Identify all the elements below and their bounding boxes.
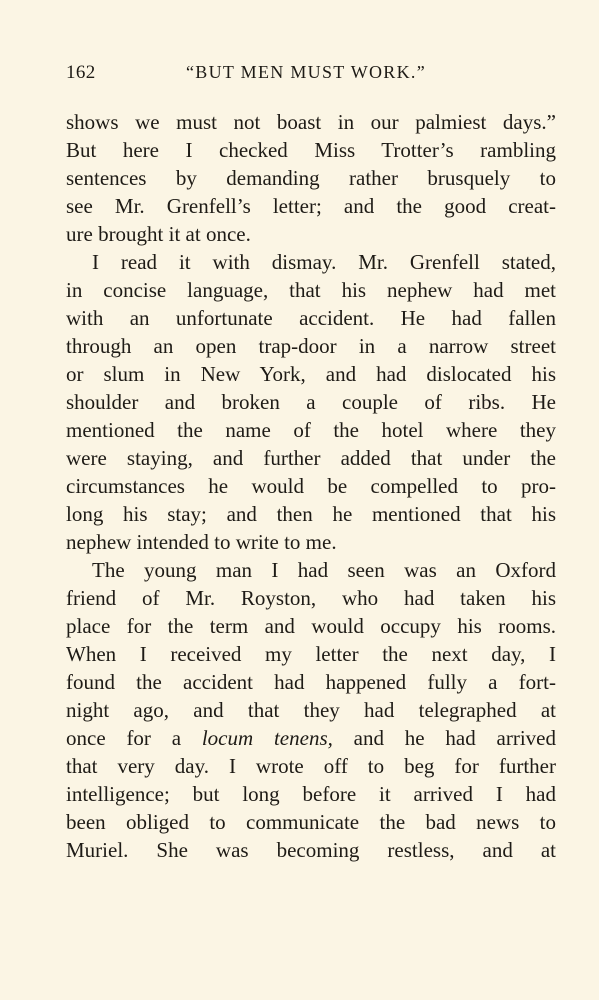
text-line: shows we must not boast in our palmiest days.” <box>66 110 556 134</box>
text-line: nephew intended to write to me. <box>66 530 337 554</box>
text-line: sentences by demanding rather brusquely to <box>66 166 556 190</box>
text-line: were staying, and further added that under the <box>66 446 556 470</box>
paragraph-3 <box>66 556 556 864</box>
text-line: place for the term and would occupy his rooms. <box>66 614 556 638</box>
text-line: shoulder and broken a couple of ribs. He <box>66 390 556 414</box>
text-line: long his stay; and then he mentioned that his <box>66 502 556 526</box>
text-line: night ago, and that they had telegraphed at <box>66 698 556 722</box>
paragraph-1 <box>66 108 556 248</box>
text-line: circumstances he would be compelled to pro- <box>66 474 556 498</box>
text-line: found the accident had happened fully a fort- <box>66 670 556 694</box>
text-line: been obliged to communicate the bad news to <box>66 810 556 834</box>
text-line-start: once for a <box>66 726 202 750</box>
text-line: friend of Mr. Royston, who had taken his <box>66 586 556 610</box>
text-line: in concise language, that his nephew had met <box>66 278 556 302</box>
italic-phrase: locum tenens, <box>201 726 333 750</box>
body-text <box>66 108 556 864</box>
paragraph-2 <box>66 248 556 556</box>
text-line: I read it with dismay. Mr. Grenfell stated, <box>92 250 556 274</box>
page-header <box>66 62 556 92</box>
text-line-mixed <box>66 724 556 752</box>
text-line: intelligence; but long before it arrived I had <box>66 782 556 806</box>
text-line: that very day. I wrote off to beg for further <box>66 754 556 778</box>
text-line: But here I checked Miss Trotter’s rambling <box>66 138 556 162</box>
page-number: 162 <box>66 62 96 83</box>
text-line: The young man I had seen was an Oxford <box>92 558 556 582</box>
text-line: or slum in New York, and had dislocated his <box>66 362 556 386</box>
running-title: “BUT MEN MUST WORK.” <box>186 62 427 82</box>
text-line: ure brought it at once. <box>66 222 251 246</box>
text-line: When I received my letter the next day, I <box>66 642 556 666</box>
text-line-end: and he had arrived <box>332 726 556 750</box>
text-line: see Mr. Grenfell’s letter; and the good creat- <box>66 194 556 218</box>
text-line: mentioned the name of the hotel where they <box>66 418 556 442</box>
text-line: with an unfortunate accident. He had fallen <box>66 306 556 330</box>
text-line: Muriel. She was becoming restless, and at <box>66 838 556 862</box>
text-line: through an open trap-door in a narrow street <box>66 334 556 358</box>
